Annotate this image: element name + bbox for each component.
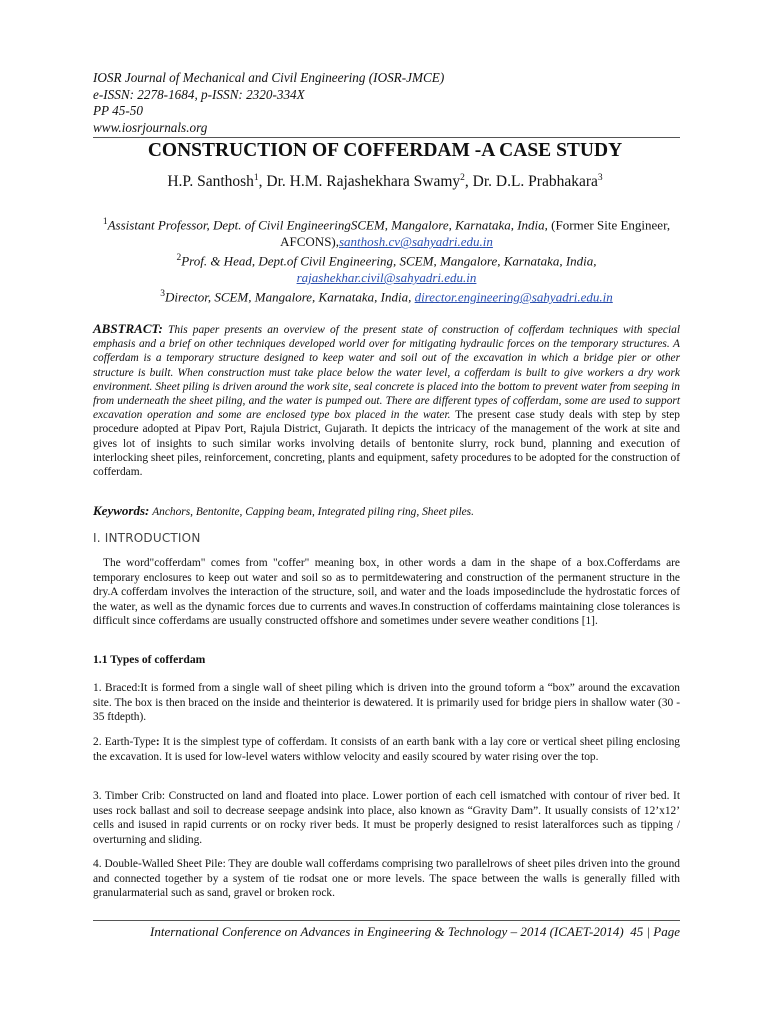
affiliation-1 (93, 214, 680, 250)
abstract-label: ABSTRACT: (93, 321, 163, 336)
header-divider (93, 137, 680, 138)
intro-paragraph: The word"cofferdam" comes from "coffer" meaning box, in other words a dam in the shape of a box.Cofferdams are temporary enclosures to keep out water and soil so as to permitdewatering and construction of the permanent structure in the dry.A cofferdam involves the interaction of the structure, soil, and water and the loads imposedinclude the hydrostatic forces of the water, as well as the dynamic forces due to currents and waves.In construction of cofferdams maintaining close tolerances is difficult since cofferdams are usually constructed offshore and sometimes under severe weather conditions [1]. (93, 557, 680, 627)
type-item-text: It is the simplest type of cofferdam. It consists of an earth bank with a lay core or vertical sheet piling enclosing the excavation. It is used for low-level waters withlow velocity and easily scoured by water rising over the top. (93, 736, 680, 763)
issn: e-ISSN: 2278-1684, p-ISSN: 2320-334X (93, 86, 305, 102)
page-footer (93, 924, 680, 940)
author-sep: , (258, 173, 267, 191)
abstract-italic-text: This paper presents an overview of the present state of construction of cofferdam techniques with special emphasis and a brief on other techniques developed world over for mitigating hydraulic forces on the temporary structures. A cofferdam is a temporary structure designed to keep water and soil out of the excavation in which a bridge pier or other structure is built. When construction must take place below the water level, a cofferdam is built to give workers a dry work environment. Sheet piling is driven around the work site, seal concrete is placed into the bottom to prevent water from seeping in from underneath the sheet piling, and the water is pumped out. There are different types of cofferdam, some are used to support excavation operation and some are enclosed type box placed in the water. (93, 324, 680, 422)
page-range: PP 45-50 (93, 103, 143, 118)
keywords-text: Anchors, Bentonite, Capping beam, Integrated piling ring, Sheet piles. (152, 506, 474, 518)
email-link[interactable]: santhosh.cv@sahyadri.edu.in (339, 234, 493, 250)
type-item-lead: 2. Earth-Type (93, 736, 156, 748)
email-link[interactable]: rajashekhar.civil@sahyadri.edu.in (296, 270, 477, 286)
type-item: 1. Braced:It is formed from a single wall of sheet piling which is driven into the ground toform a “box” around the excavation site. The box is then braced on the inside and theinterior is dewatered. It is primarily used for bridge piers in shallow water (30 - 35 ftdepth). (93, 682, 680, 723)
abstract-text: The present case study deals with step by step procedure adopted at Pipav Port, Rajula District, Gujarath. It depicts the intricacy of the management of the work at site and gives lot of insights to such similar works involving details of bentonite slurry, rock bund, planning and execution of interlocking sheet piles, reinforcement, concreting, plants and equipment, safety procedures to be adopted for the construction of cofferdam. (93, 409, 680, 479)
author-sup: 1 (253, 173, 259, 183)
type-item: 3. Timber Crib: Constructed on land and floated into place. Lower portion of each cell ismatched with contour of river bed. It uses rock ballast and soil to decrease seepage andsink into place, also known as “Gravity Dam”. It usually consists of 12’x12’ cells and isused in rapid currents or on rocky river beds. It must be properly designed to resist lateralforces such as tipping / overturning and sliding. (93, 790, 680, 846)
author-list (0, 173, 770, 191)
aff-sup: 3 (160, 289, 165, 299)
aff-text: Assistant Professor, Dept. of Civil EngineeringSCEM, Mangalore, Karnataka, India, (107, 217, 548, 233)
aff-sup: 2 (176, 253, 182, 263)
author-sep: , (464, 173, 473, 191)
type-item: 4. Double-Walled Sheet Pile: They are double wall cofferdams comprising two parallelrows of sheet piles driven into the ground and connected together by a system of tie rodsat one or more levels. The space between the walls is generally filled with granularmaterial such as sand, gravel or broken rock. (93, 858, 680, 899)
subsection-heading: 1.1 Types of cofferdam (93, 653, 206, 666)
keywords-label: Keywords: (93, 503, 150, 518)
keywords (93, 503, 680, 519)
section-heading: I. INTRODUCTION (93, 531, 201, 545)
affiliation-3 (93, 286, 680, 305)
author-name: Dr. D.L. Prabhakara (472, 173, 598, 191)
aff-text: Prof. & Head, Dept.of Civil Engineering, SCEM, Mangalore, Karnataka, India, (181, 253, 597, 269)
author-sup: 2 (460, 173, 465, 183)
type-item (93, 735, 680, 764)
abstract (93, 322, 680, 479)
author-name: H.P. Santhosh (167, 173, 254, 191)
journal-website[interactable]: www.iosrjournals.org (93, 119, 208, 135)
footer-divider (93, 920, 680, 921)
aff-sup: 1 (102, 217, 108, 227)
paper-title: CONSTRUCTION OF COFFERDAM -A CASE STUDY (147, 140, 623, 161)
email-link[interactable]: director.engineering@sahyadri.edu.in (414, 289, 613, 305)
aff-text-plain: (Former Site Engineer, AFCONS), (280, 217, 671, 250)
affiliation-2 (93, 250, 680, 286)
aff-text: Director, SCEM, Mangalore, Karnataka, India, (164, 289, 412, 305)
journal-header (93, 70, 683, 136)
journal-name: IOSR Journal of Mechanical and Civil Engineering (IOSR-JMCE) (93, 70, 445, 85)
author-sup: 3 (597, 173, 603, 183)
footer-conference: International Conference on Advances in Engineering & Technology – 2014 (ICAET-2014) (150, 924, 624, 939)
type-item-colon: : (155, 736, 160, 748)
author-name: Dr. H.M. Rajashekhara Swamy (266, 173, 461, 191)
page-number: 45 | Page (630, 924, 680, 939)
